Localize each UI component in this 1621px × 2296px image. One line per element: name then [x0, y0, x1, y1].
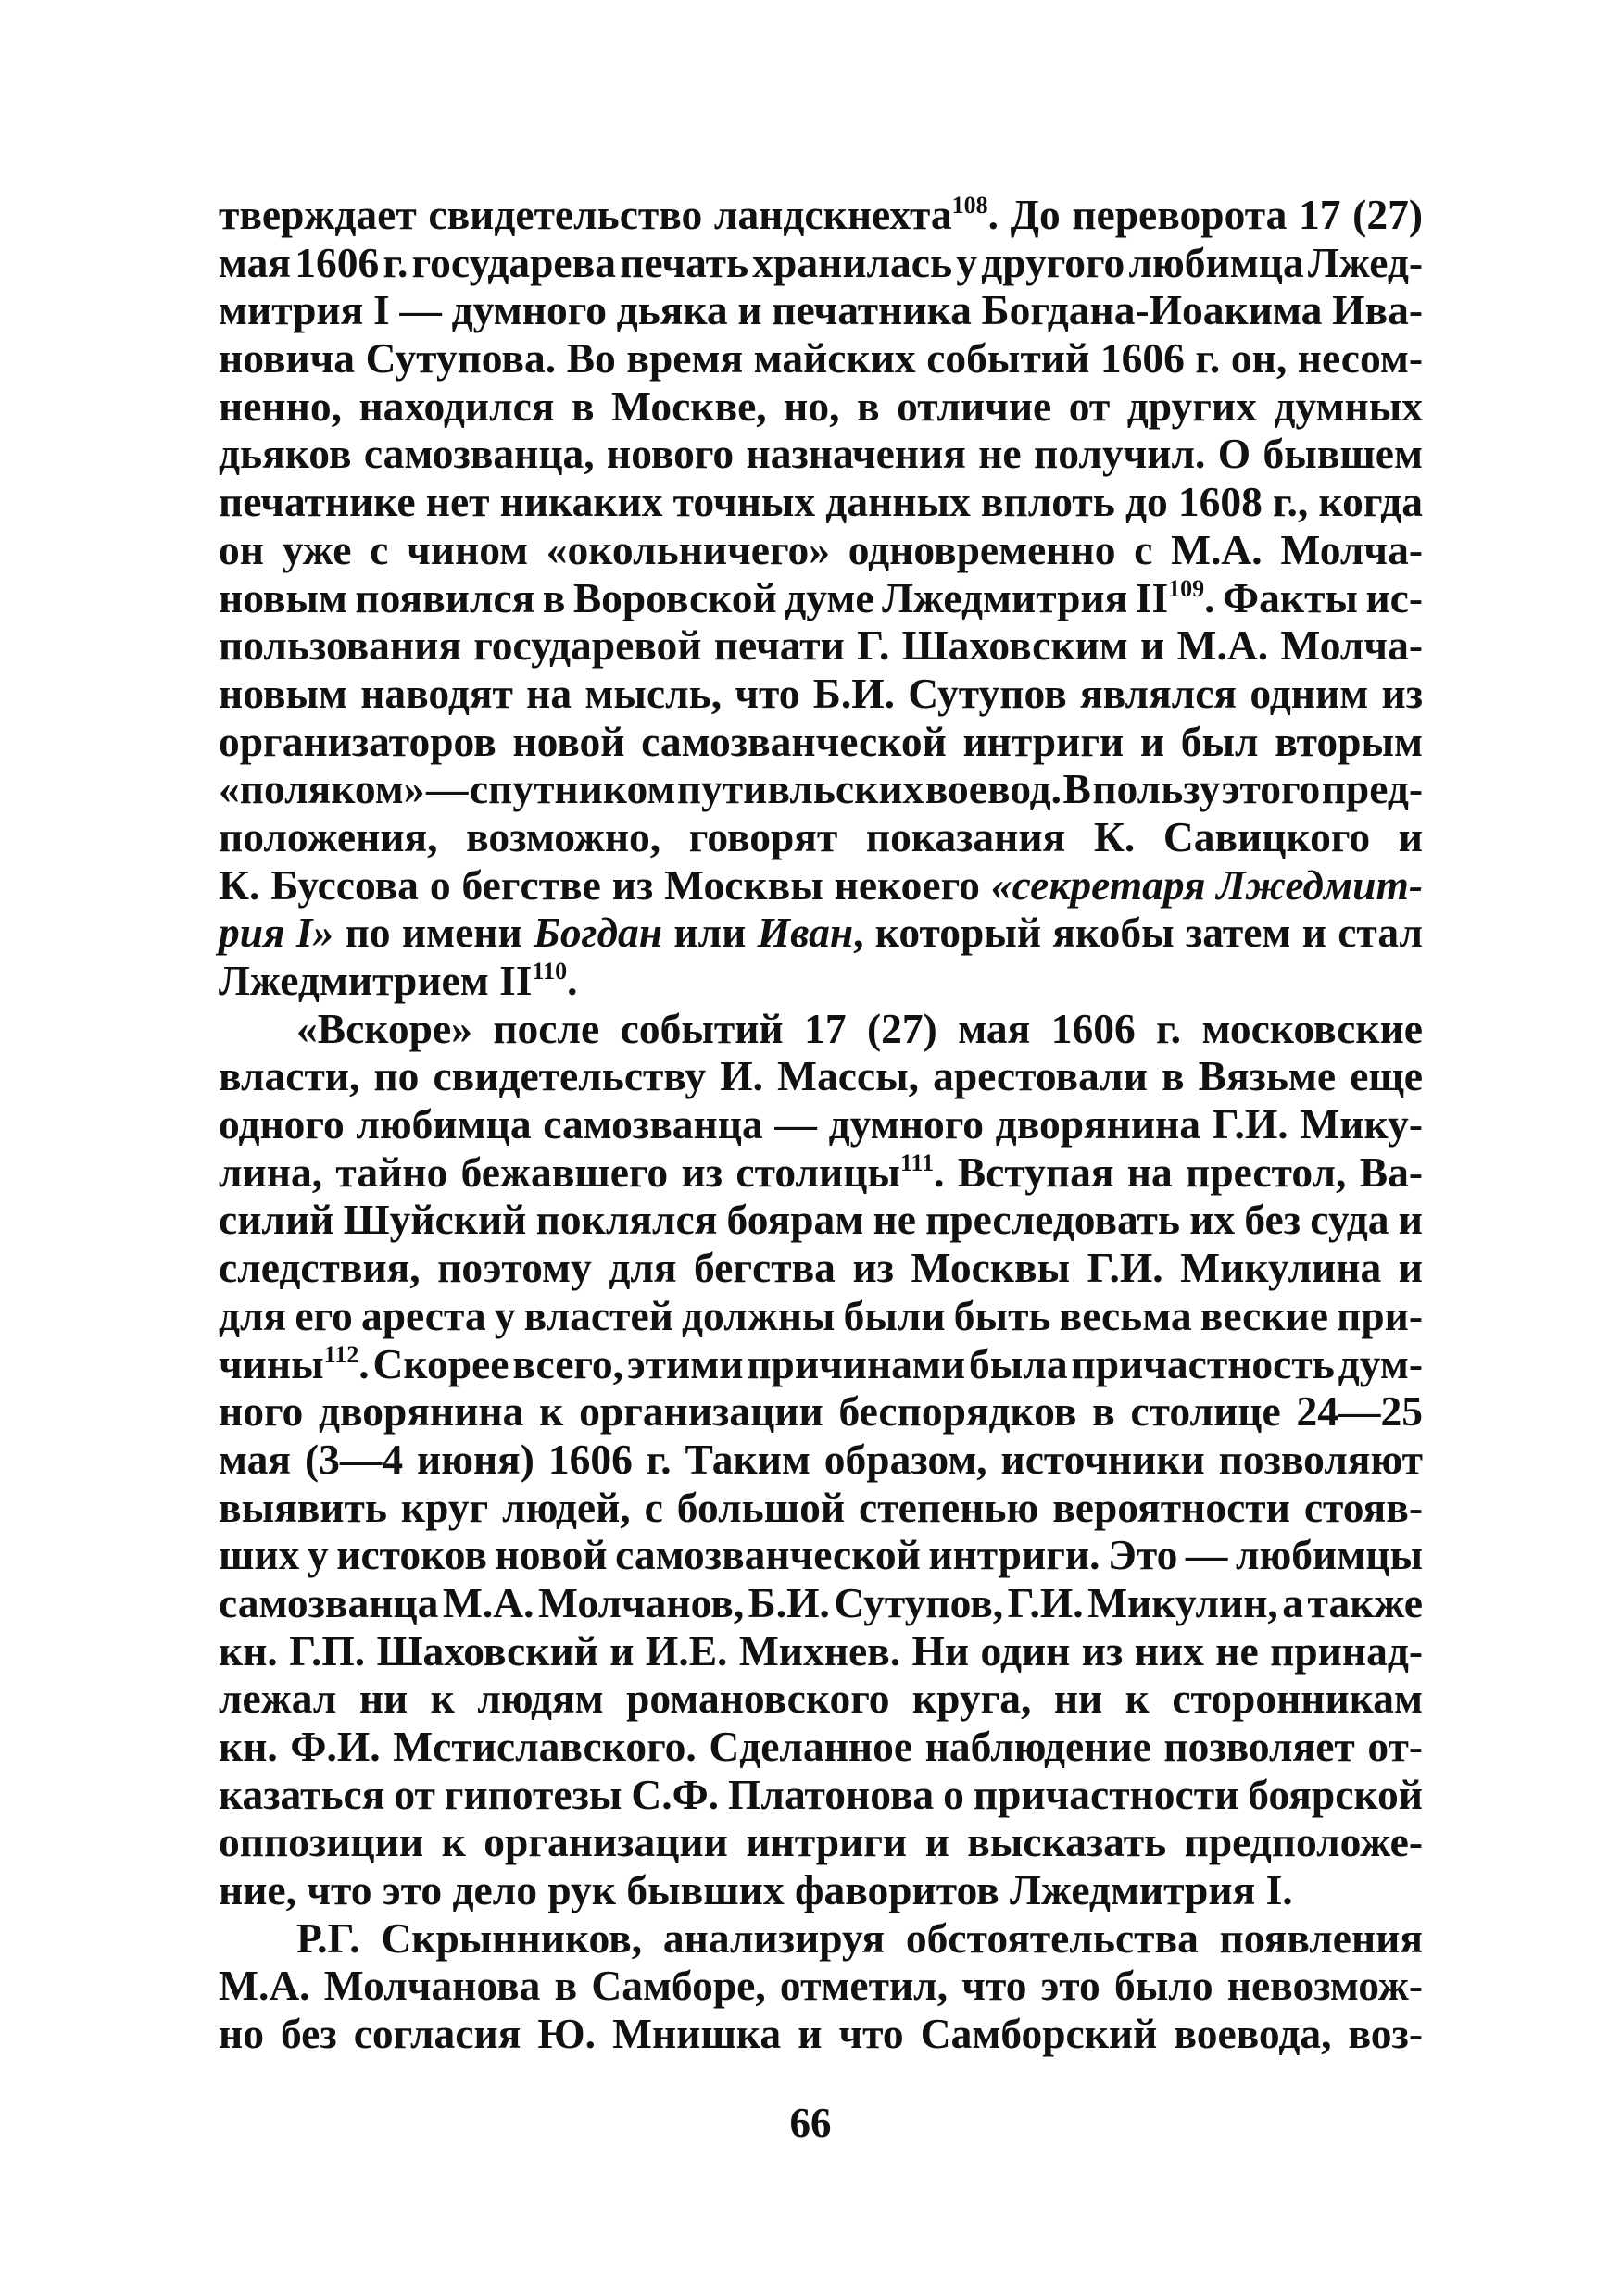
text-run: . Вступая на престол, Ва- — [934, 1148, 1423, 1196]
text-run: дьяков самозванца, нового назначения не получил. О бывшем — [219, 430, 1423, 478]
text-run: для его ареста у властей должны были быть весьма веские при- — [219, 1291, 1423, 1339]
text-run: новым появился в Воровской думе Лжедмитрия II — [219, 573, 1169, 621]
text-line — [219, 1436, 1423, 1484]
text-line — [219, 191, 1423, 239]
footnote-ref: 108 — [951, 192, 988, 219]
text-line — [219, 1148, 1423, 1197]
text-line — [219, 1962, 1423, 2010]
text-line — [219, 1052, 1423, 1100]
text-run: кн. Г.П. Шаховский и И.Е. Михнев. Ни один из них не принад- — [219, 1626, 1423, 1675]
text-line — [219, 670, 1423, 718]
text-run: новича Сутупова. Во время майских событий 1606 г. он, несом- — [219, 334, 1423, 383]
text-run: . Факты ис- — [1204, 573, 1424, 621]
text-run: ших у истоков новой самозванческой интриги. Это — любимцы — [219, 1531, 1423, 1579]
text-line — [219, 1340, 1423, 1388]
text-run: . — [567, 957, 578, 1004]
text-run: чины — [219, 1339, 324, 1387]
text-line — [219, 813, 1423, 861]
text-run: Р.Г. Скрынников, анализируя обстоятельства появления — [296, 1913, 1423, 1962]
text-run: «Вскоре» после событий 17 (27) мая 1606 г. московские — [296, 1004, 1423, 1052]
text-run: ненно, находился в Москве, но, в отличие от других думных — [219, 382, 1423, 430]
italic-text: рия I» — [219, 909, 334, 957]
text-run: печатнике нет никаких точных данных вплоть до 1608 г., когда — [219, 478, 1423, 526]
body-text — [219, 191, 1423, 2058]
italic-text: Богдан — [534, 909, 663, 957]
text-line — [219, 526, 1423, 574]
text-line — [219, 1723, 1423, 1771]
text-run: оппозиции к организации интриги и высказать предположе- — [219, 1818, 1423, 1866]
text-run: лежал ни к людям романовского круга, ни к сторонникам — [219, 1675, 1423, 1723]
text-run: одного любимца самозванца — думного дворянина Г.И. Мику- — [219, 1100, 1423, 1148]
text-line — [219, 574, 1423, 622]
text-run: силий Шуйский поклялся боярам не преследовать их без суда и — [219, 1196, 1423, 1244]
text-line — [219, 334, 1423, 383]
text-line — [219, 1771, 1423, 1819]
footnote-ref: 111 — [899, 1148, 935, 1176]
text-run: лина, тайно бежавшего из столицы — [219, 1148, 900, 1196]
text-line — [219, 1196, 1423, 1244]
text-line — [219, 1818, 1423, 1866]
footnote-ref: 112 — [323, 1340, 359, 1368]
text-line — [219, 1484, 1423, 1532]
text-run: пользования государевой печати Г. Шаховским и М.А. Молча- — [219, 621, 1423, 670]
text-run: «поляком» — спутником путивльских воевод. В пользу этого пред- — [219, 765, 1423, 813]
footnote-ref: 109 — [1168, 574, 1205, 602]
text-line — [219, 1675, 1423, 1723]
text-line — [219, 1914, 1423, 1963]
text-run: ного дворянина к организации беспорядков в столице 24—25 — [219, 1387, 1423, 1436]
text-run: власти, по свидетельству И. Массы, арестовали в Вязьме еще — [219, 1052, 1423, 1100]
italic-text: Иван — [757, 909, 854, 957]
text-run: М.А. Молчанова в Самборе, отметил, что это было невозмож- — [219, 1962, 1423, 2010]
text-line — [219, 718, 1423, 766]
text-run: по имени — [333, 909, 534, 957]
text-run: ние, что это дело рук бывших фаворитов Лжедмитрия I. — [219, 1866, 1293, 1914]
text-line — [219, 1100, 1423, 1148]
text-line — [219, 1579, 1423, 1627]
text-line — [219, 478, 1423, 526]
text-line — [219, 861, 1423, 910]
text-run: кн. Ф.И. Мстиславского. Сделанное наблюдение позволяет от- — [219, 1723, 1423, 1770]
text-run: организаторов новой самозванческой интриги и был вторым — [219, 717, 1423, 765]
text-run: . Скорее всего, этими причинами была причастность дум- — [358, 1339, 1423, 1387]
text-run: он уже с чином «окольничего» одновременно с М.А. Молча- — [219, 525, 1423, 573]
text-run: , который якобы затем и стал — [853, 909, 1424, 957]
text-run: Лжедмитрием II — [219, 957, 533, 1004]
text-line — [219, 909, 1423, 957]
text-run: К. Буссова о бегстве из Москвы некоего — [219, 860, 991, 909]
text-line — [219, 765, 1423, 813]
text-line — [219, 621, 1423, 670]
text-run: следствия, поэтому для бегства из Москвы Г.И. Микулина и — [219, 1244, 1423, 1292]
text-line — [219, 239, 1423, 287]
text-run: или — [662, 909, 758, 957]
text-run: мая 1606 г. государева печать хранилась у другого любимца Лжед- — [219, 238, 1423, 286]
text-run: казаться от гипотезы С.Ф. Платонова о причастности боярской — [219, 1770, 1423, 1818]
text-line — [219, 1244, 1423, 1292]
text-run: положения, возможно, говорят показания К. Савицкого и — [219, 812, 1423, 860]
text-line — [219, 1292, 1423, 1340]
text-line — [219, 430, 1423, 478]
text-line — [219, 2010, 1423, 2058]
text-run: . До переворота 17 (27) — [987, 191, 1423, 238]
text-line — [219, 957, 1423, 1005]
text-run: тверждает свидетельство ландскнехта — [219, 191, 952, 238]
page-number: 66 — [789, 2100, 832, 2146]
text-run: новым наводят на мысль, что Б.И. Сутупов являлся одним из — [219, 669, 1423, 717]
text-run: выявить круг людей, с большой степенью вероятности стояв- — [219, 1483, 1423, 1531]
text-line — [219, 286, 1423, 334]
text-line — [219, 1627, 1423, 1675]
text-line — [219, 1866, 1423, 1914]
text-run: самозванца М.А. Молчанов, Б.И. Сутупов, Г.И. Микулин, а также — [219, 1578, 1423, 1626]
text-line — [219, 383, 1423, 431]
text-line — [219, 1531, 1423, 1579]
text-run: митрия I — думного дьяка и печатника Богдана-Иоакима Ива- — [219, 286, 1423, 334]
text-line — [219, 1387, 1423, 1436]
text-run: мая (3—4 июня) 1606 г. Таким образом, источники позволяют — [219, 1435, 1423, 1483]
footnote-ref: 110 — [532, 958, 568, 985]
italic-text: «секретаря Лжедмит- — [990, 860, 1423, 909]
text-run: но без согласия Ю. Мнишка и что Самборский воевода, воз- — [219, 2010, 1423, 2058]
text-line — [219, 1005, 1423, 1053]
